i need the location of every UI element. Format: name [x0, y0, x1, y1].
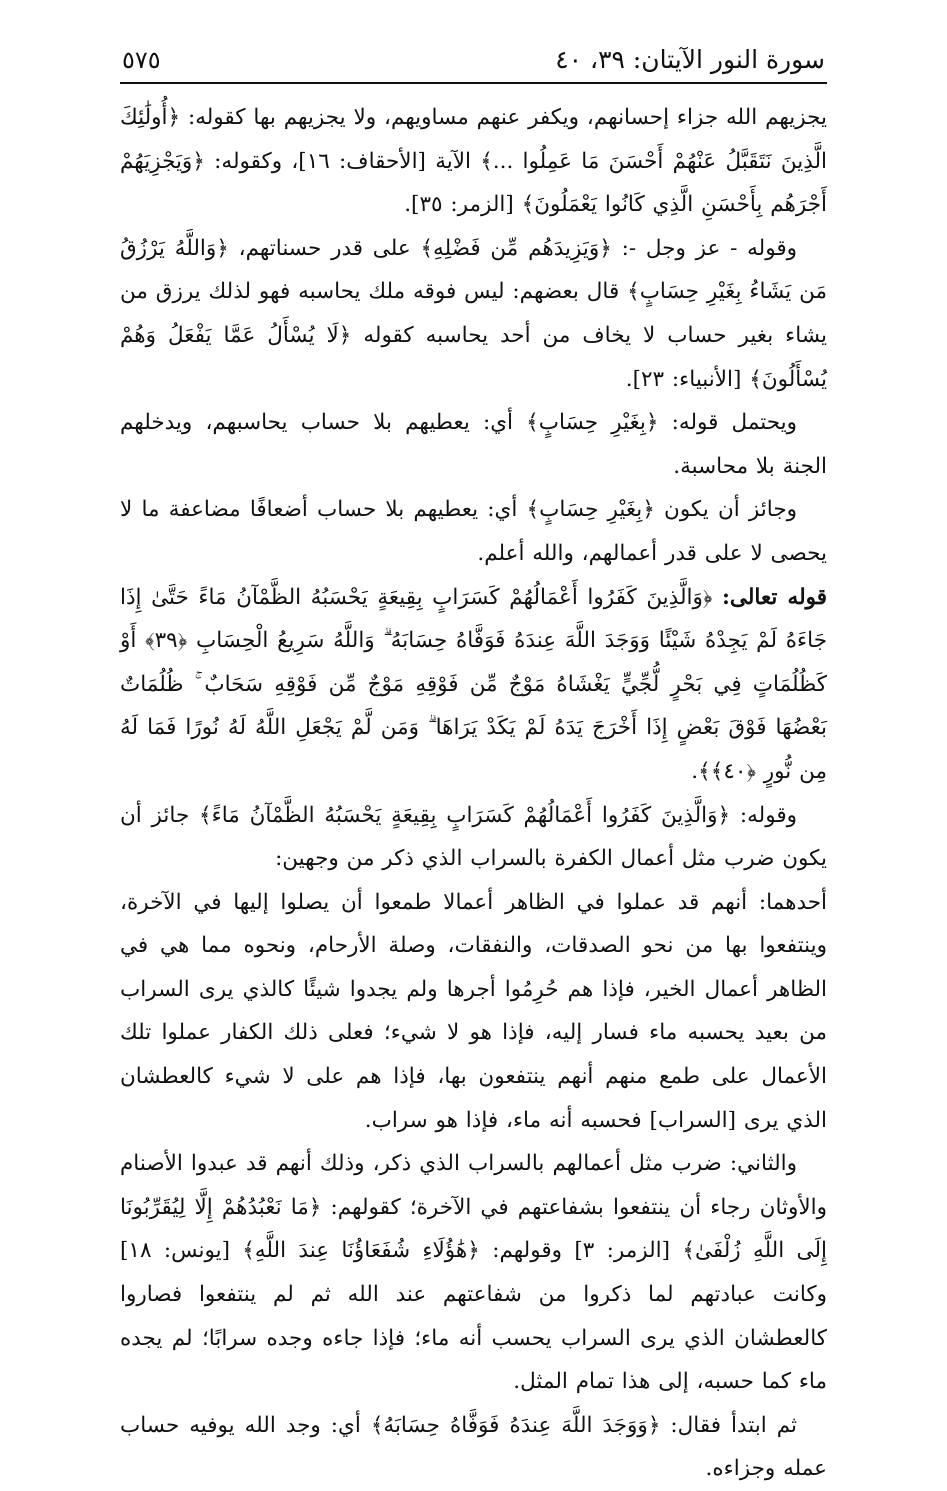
paragraph-text: وجائز أن يكون ﴿بِغَيْرِ حِسَابٍ﴾ أي: يعطيهم بلا حساب أضعافًا مضاعفة ما لا يحصى لا على قدر أعمالهم، والله أعلم. [120, 497, 827, 566]
paragraph [120, 1404, 827, 1491]
paragraph [120, 794, 827, 881]
paragraph-text: ثم ابتدأ فقال: ﴿وَوَجَدَ اللَّهَ عِندَهُ فَوَفَّاهُ حِسَابَهُ﴾ أي: وجد الله يوفيه حساب عمله وجزاءه. [120, 1412, 827, 1482]
verse-lead-label: قوله تعالى: [721, 584, 828, 610]
running-title: سورة النور الآيتان: ٣٩، ٤٠ [555, 45, 825, 74]
paragraph-text: أحدهما: أنهم قد عملوا في الظاهر أعمالا طمعوا أن يصلوا إليها في الآخرة، وينتفعوا بها من نحو الصدقات، والنفقات، وصلة الأرحام، ونحوه مما هي في الظاهر أعمال الخير، فإذا هم حُرِمُوا أجرها ولم يجدوا شيئًا كالذي يرى السراب من بعيد يحسبه ماء فسار إليه، فإذا هو لا شيء؛ فعلى ذلك الكفار عملوا تلك الأعمال على طمع منهم أنهم ينتفعون بها، فإذا هم على لا شيء كالعطشان الذي يرى [السراب] فحسبه أنه ماء، فإذا هو سراب. [120, 889, 827, 1133]
paragraph [120, 1142, 827, 1404]
paragraph [120, 488, 827, 575]
page-number: ٥٧٥ [122, 46, 161, 74]
verse-paragraph [120, 576, 827, 794]
paragraph-text: ويحتمل قوله: ﴿بِغَيْرِ حِسَابٍ﴾ أي: يعطيهم بلا حساب يحاسبهم، ويدخلهم الجنة بلا محاسبة. [120, 410, 827, 479]
paragraph-text: ﴿وَالَّذِينَ كَفَرُوا أَعْمَالُهُمْ كَسَرَابٍ بِقِيعَةٍ يَحْسَبُهُ الظَّمْآنُ مَاءً حَتَّىٰ إِذَا جَاءَهُ لَمْ يَجِدْهُ شَيْئًا وَوَجَدَ اللَّهَ عِندَهُ فَوَفَّاهُ حِسَابَهُ ۗ وَاللَّهُ سَرِيعُ الْحِسَابِ ﴿٣٩﴾ أَوْ كَظُلُمَاتٍ فِي بَحْرٍ لُّجِّيٍّ يَغْشَاهُ مَوْجٌ مِّن فَوْقِهِ مَوْجٌ مِّن فَوْقِهِ سَحَابٌ ۚ ظُلُمَاتٌ بَعْضُهَا فَوْقَ بَعْضٍ إِذَا أَخْرَجَ يَدَهُ لَمْ يَكَدْ يَرَاهَا ۗ وَمَن لَّمْ يَجْعَلِ اللَّهُ لَهُ نُورًا فَمَا لَهُ مِن نُّورٍ ﴿٤٠﴾﴾. [120, 584, 827, 784]
paragraph-text: وقوله - عز وجل -: ﴿وَيَزِيدَهُم مِّن فَضْلِهِ﴾ على قدر حسناتهم، ﴿وَاللَّهُ يَرْزُقُ مَن يَشَاءُ بِغَيْرِ حِسَابٍ﴾ قال بعضهم: ليس فوقه ملك يحاسبه فهو لذلك يرزق من يشاء بغير حساب لا يخاف من أحد يحاسبه كقوله ﴿لَا يُسْأَلُ عَمَّا يَفْعَلُ وَهُمْ يُسْأَلُونَ﴾ [الأنبياء: ٢٣]. [120, 235, 827, 392]
paragraph-text: يجزيهم الله جزاء إحسانهم، ويكفر عنهم مساويهم، ولا يجزيهم بها كقوله: ﴿أُولَٰئِكَ الَّذِينَ نَتَقَبَّلُ عَنْهُمْ أَحْسَنَ مَا عَمِلُوا ...﴾ الآية [الأحقاف: ١٦]، وكقوله: ﴿وَيَجْزِيَهُمْ أَجْرَهُم بِأَحْسَنِ الَّذِي كَانُوا يَعْمَلُونَ﴾ [الزمر: ٣٥]. [120, 105, 828, 218]
paragraph [120, 227, 827, 401]
paragraph [120, 401, 827, 488]
page-header [120, 44, 827, 84]
paragraph-text: والثاني: ضرب مثل أعمالهم بالسراب الذي ذكر، وذلك أنهم قد عبدوا الأصنام والأوثان رجاء أن ينتفعوا بشفاعتهم في الآخرة؛ كقولهم: ﴿مَا نَعْبُدُهُمْ إِلَّا لِيُقَرِّبُونَا إِلَى اللَّهِ زُلْفَىٰ﴾ [الزمر: ٣] وقولهم: ﴿هَٰؤُلَاءِ شُفَعَاؤُنَا عِندَ اللَّهِ﴾ [يونس: ١٨] وكانت عبادتهم لما ذكروا من شفاعتهم عند الله ثم لم ينتفعوا فصاروا كالعطشان الذي يرى السراب يحسب أنه ماء؛ فإذا جاءه وجده سرابًا؛ لم يجده ماء كما حسبه، إلى هذا تمام المثل. [120, 1151, 827, 1395]
paragraph-text: وقوله: ﴿وَالَّذِينَ كَفَرُوا أَعْمَالُهُمْ كَسَرَابٍ بِقِيعَةٍ يَحْسَبُهُ الظَّمْآنُ مَاءً﴾ جائز أن يكون ضرب مثل أعمال الكفرة بالسراب الذي ذكر من وجهين: [120, 802, 827, 872]
paragraph [120, 881, 827, 1143]
paragraph [120, 96, 827, 227]
